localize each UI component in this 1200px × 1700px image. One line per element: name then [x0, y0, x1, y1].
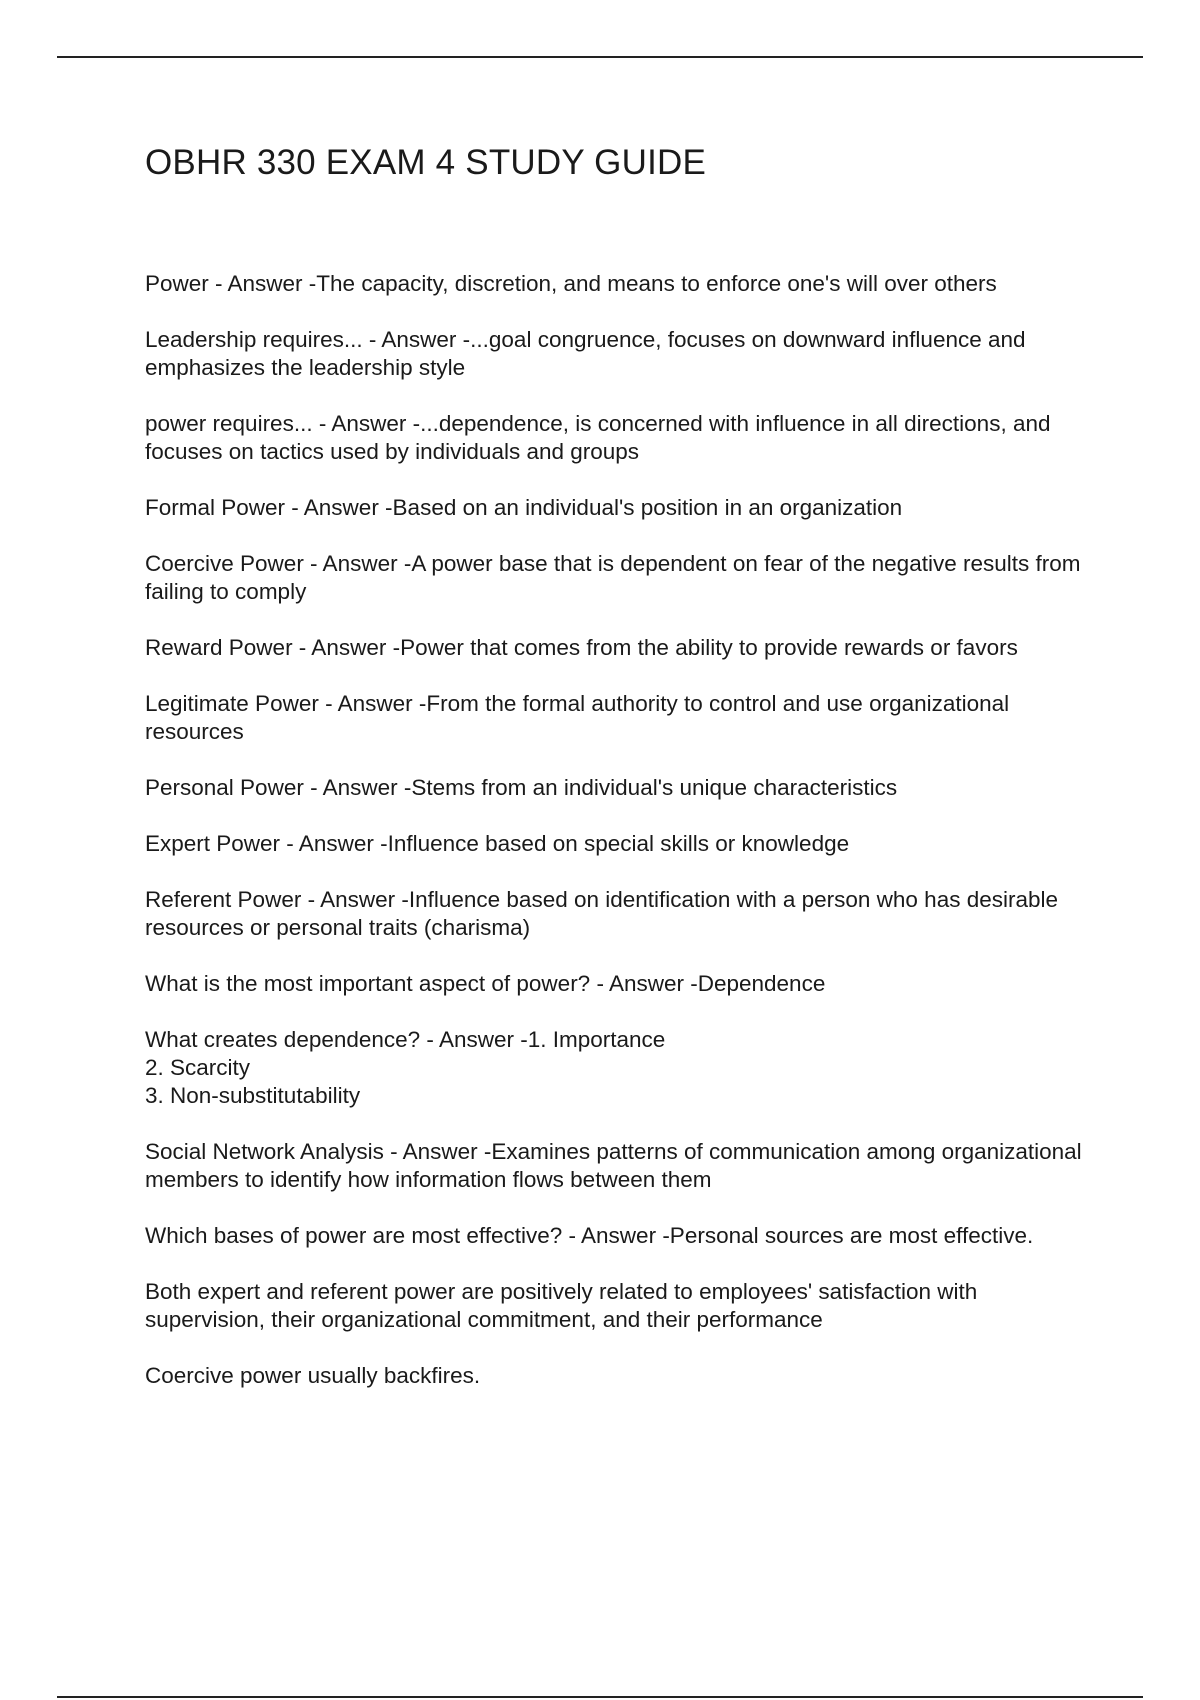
entry-personal-power: Personal Power - Answer -Stems from an individual's unique characteristics	[145, 775, 898, 800]
entry-reward-power: Reward Power - Answer -Power that comes from the ability to provide rewards or favors	[145, 635, 1018, 660]
entry-power: Power - Answer -The capacity, discretion, and means to enforce one's will over others	[145, 271, 997, 296]
bottom-divider	[57, 1696, 1143, 1698]
entry-legitimate-power: Legitimate Power - Answer -From the formal authority to control and use organizational resources	[145, 691, 1010, 744]
entry-coercive-power: Coercive Power - Answer -A power base that is dependent on fear of the negative results from failing to comply	[145, 551, 1081, 604]
entry-important-aspect: What is the most important aspect of power? - Answer -Dependence	[145, 971, 826, 996]
study-guide-content	[145, 270, 1090, 1418]
entry-most-effective-bases: Which bases of power are most effective? - Answer -Personal sources are most effective.	[145, 1223, 1034, 1248]
entry-coercive-backfires: Coercive power usually backfires.	[145, 1363, 481, 1388]
entry-referent-power: Referent Power - Answer -Influence based on identification with a person who has desirable resources or personal traits (charisma)	[145, 887, 1059, 940]
entry-creates-dependence: What creates dependence? - Answer -1. Importance 2. Scarcity 3. Non-substitutability	[145, 1027, 666, 1108]
entry-social-network-analysis: Social Network Analysis - Answer -Examines patterns of communication among organizational members to identify how information flows between them	[145, 1139, 1082, 1192]
entry-expert-referent-relation: Both expert and referent power are positively related to employees' satisfaction with supervision, their organizational commitment, and their performance	[145, 1279, 978, 1332]
entry-power-requires: power requires... - Answer -...dependence, is concerned with influence in all directions, and focuses on tactics used by individuals and groups	[145, 411, 1051, 464]
page-title: OBHR 330 EXAM 4 STUDY GUIDE	[145, 143, 707, 182]
entry-leadership-requires: Leadership requires... - Answer -...goal congruence, focuses on downward influence and emphasizes the leadership style	[145, 327, 1026, 380]
top-divider	[57, 56, 1143, 58]
entry-expert-power: Expert Power - Answer -Influence based on special skills or knowledge	[145, 831, 850, 856]
entry-formal-power: Formal Power - Answer -Based on an individual's position in an organization	[145, 495, 903, 520]
